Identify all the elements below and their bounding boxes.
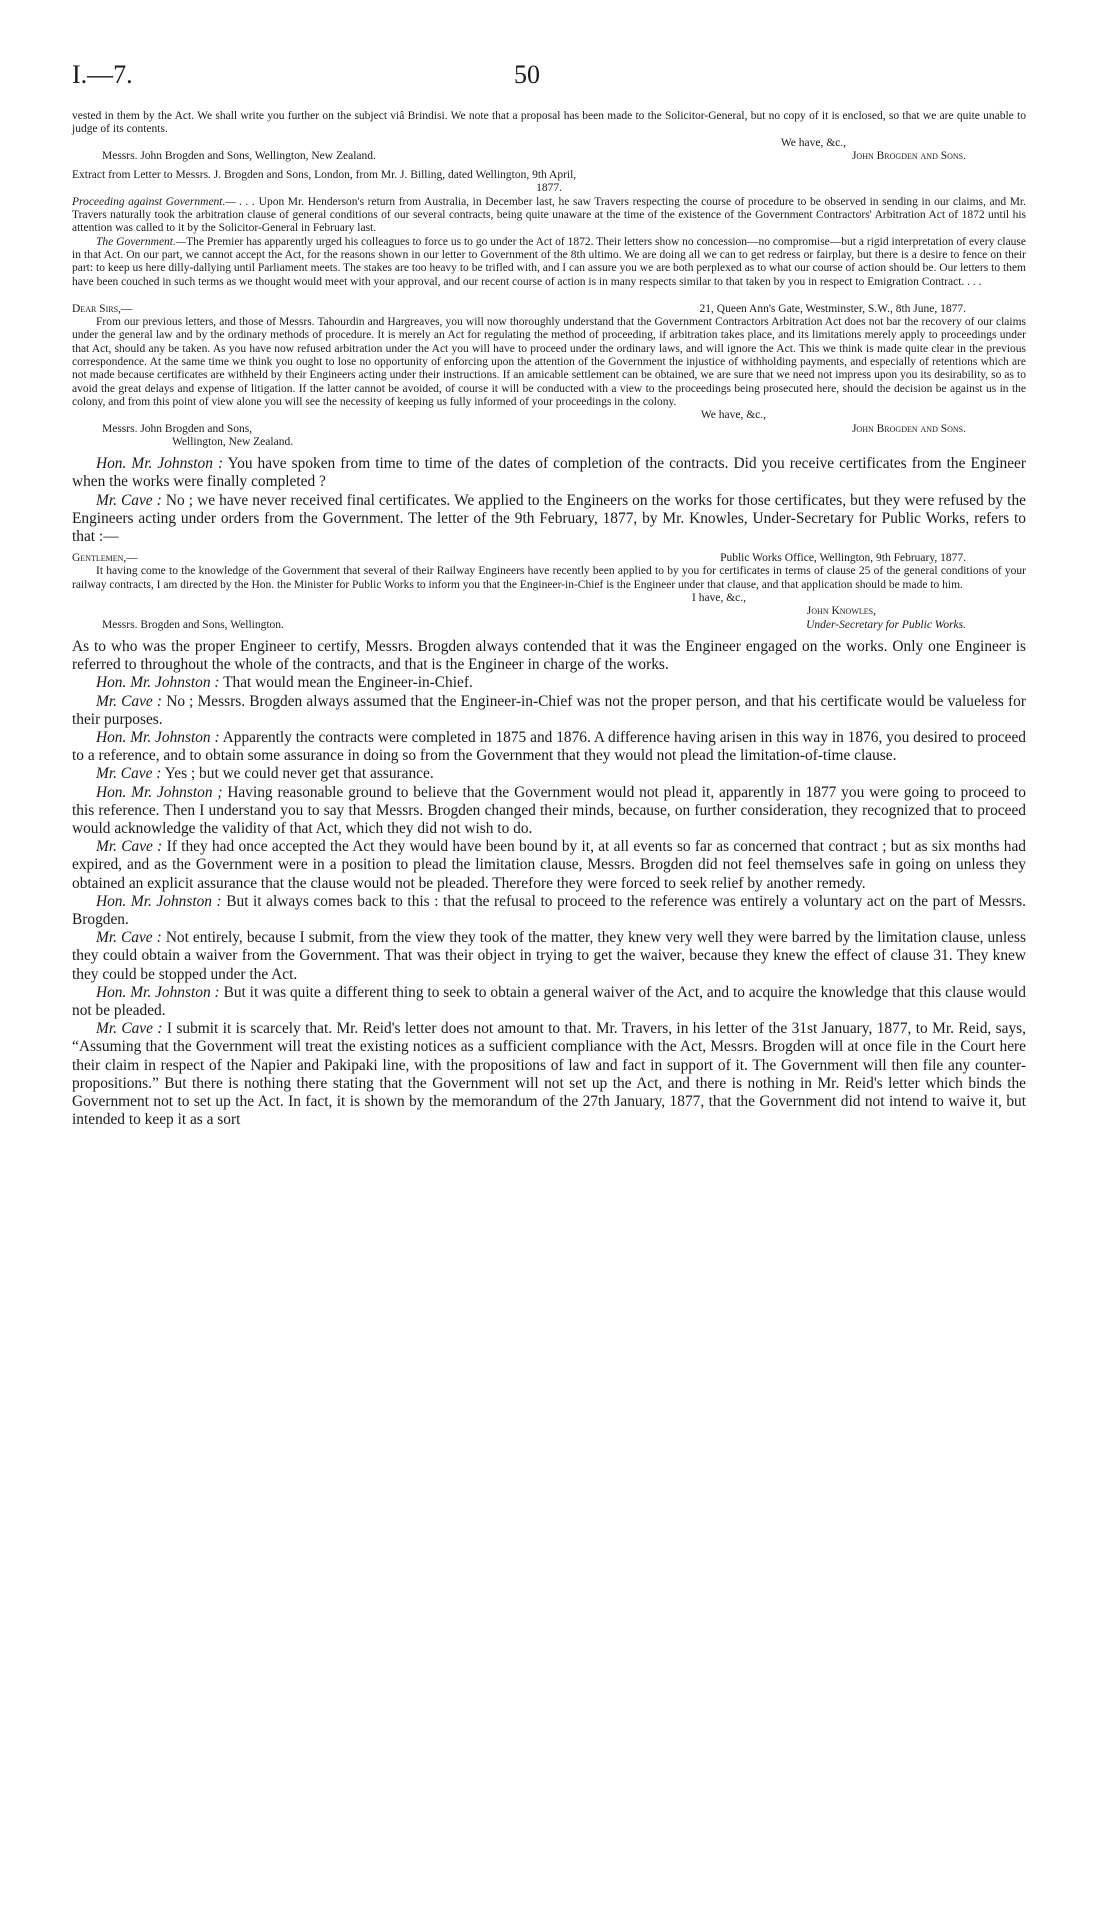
letter-closing: We have, &c.,: [700, 409, 766, 422]
letter-salutation: Dear Sirs,—: [72, 302, 133, 315]
letter-salutation: Gentlemen,—: [72, 552, 138, 565]
letter-signature: John Brogden and Sons.: [851, 149, 966, 162]
extract-lead-government: The Government.—: [96, 235, 187, 248]
letter-address: Public Works Office, Wellington, 9th February, 1877.: [720, 552, 966, 565]
letter-body: It having come to the knowledge of the Government that several of their Railway Engineers have recently been applied to by you for certificates in terms of clause 25 of the general conditions of your railway contracts, I am directed by the Hon. the Minister for Public Works to inform you that the Engineer-in-Chief is the Engineer under that clause, and that application should be made to him.: [72, 565, 1026, 591]
evidence-exchange: [72, 455, 1026, 546]
speech-text: You have spoken from time to time of the dates of completion of the contracts. Did you receive certificates from the Engineer when the works were finally completed ?: [72, 455, 1027, 491]
letter-addressee: Messrs. John Brogden and Sons,: [102, 422, 253, 435]
speaker-name: Hon. Mr. Johnston :: [96, 728, 220, 746]
evidence-continued: [72, 638, 1026, 1129]
letter-closing: We have, &c.,: [780, 136, 846, 149]
speaker-name: Hon. Mr. Johnston ;: [96, 783, 223, 801]
speaker-name: Hon. Mr. Johnston :: [96, 983, 220, 1001]
letter-closing: I have, &c.,: [692, 592, 746, 605]
speaker-name: Mr. Cave :: [96, 1020, 163, 1038]
letter-addressee: Messrs. John Brogden and Sons, Wellington, New Zealand.: [102, 149, 376, 162]
letter-addressee: Messrs. Brogden and Sons, Wellington.: [102, 618, 284, 631]
speech-text: No ; we have never received final certificates. We applied to the Engineers on the works for those certificates, but they were refused by the Engineers acting under orders from the Government. The letter of the 9th February, 1877, by Mr. Knowles, Under-Secretary for Public Works, refers to that :—: [72, 491, 1026, 545]
letter-address: 21, Queen Ann's Gate, Westminster, S.W., 8th June, 1877.: [699, 302, 966, 315]
letter-signature: John Knowles,: [806, 605, 876, 618]
extract-billing: [72, 169, 1026, 289]
speech-text: I submit it is scarcely that. Mr. Reid's letter does not amount to that. Mr. Travers, in his letter of the 31st January, 1877, to Mr. Reid, says, “Assuming that the Government will treat the existing notices as a sufficient compliance with the Act, Messrs. Brogden will at once file in the Court here their claim in respect of the Napier and Pakipaki line, with the propositions of law and fact in support of it. The Government will then file any counter-propositions.” But there is nothing there stating that the Government will not set up the Act, and there is nothing in Mr. Reid's letter which binds the Government not to set up the Act. In fact, it is shown by the memorandum of the 27th January, 1877, that the Government did not intend to waive it, but intended to keep it as a sort: [72, 1020, 1026, 1129]
speech-text: Yes ; but we could never get that assurance.: [164, 765, 434, 783]
extract-year: 1877.: [536, 182, 562, 195]
extract-paragraph: The Premier has apparently urged his colleagues to force us to go under the Act of 1872. Their letters show no concession—no compromise—but a rigid interpretation of every clause in that Act. On our part, we cannot accept the Act, for the reasons shown in our letter to Government of the 8th ultimo. We are doing all we can to get redress or fairplay, but there is a desire to fence on their part: to keep us here dilly-dallying until Parliament meets. The stakes are too heavy to be trifled with, and I can assure you we are both perplexed as to what our course of action should be. Our letters to them have been couched in such terms as we thought would meet with your approval, and our recent course of action is in many respects similar to that taken by you in respect to Emigration Contract. . . .: [72, 235, 1026, 288]
extract-paragraph: Upon Mr. Henderson's return from Australia, in December last, he saw Travers respecting the course of procedure to be observed in sending in our claims, and Mr. Travers naturally took the arbitration clause of general conditions of our several contracts, being quite unaware at the time of the existence of the Government Contractors' Arbitration Act of 1872 until his attention was called to it by the Solicitor-General in February last.: [72, 195, 1026, 235]
speech-text: But it was quite a different thing to seek to obtain a general waiver of the Act, and to acquire the knowledge that this clause would not be pleaded.: [72, 983, 1026, 1019]
speaker-name: Mr. Cave :: [96, 692, 163, 710]
extract-lead-proceeding: Proceeding against Government.— . . .: [72, 195, 256, 208]
document-page: [72, 60, 1026, 1129]
speaker-name: Mr. Cave :: [96, 838, 163, 856]
speaker-name: Mr. Cave :: [96, 929, 162, 947]
letter-signatory-title: Under-Secretary for Public Works.: [806, 618, 966, 631]
speech-text: If they had once accepted the Act they would have been bound by it, at all events so far as concerned that contract ; but as six months had expired, and as the Government were in a position to plead the limitation clause, Messrs. Brogden did not feel themselves safe in going on unless they obtained an explicit assurance that the clause would not be pleaded. Therefore they were forced to seek relief by another remedy.: [72, 838, 1026, 892]
speaker-name: Hon. Mr. Johnston :: [96, 455, 224, 473]
speech-text: But it always comes back to this : that the refusal to proceed to the reference was entirely a voluntary act on the part of Messrs. Brogden.: [72, 892, 1026, 928]
paragraph: As to who was the proper Engineer to certify, Messrs. Brogden always contended that it was the Engineer engaged on the works. Only one Engineer is referred to throughout the whole of the contracts, and that is the Engineer in charge of the works.: [72, 637, 1026, 674]
page-header: [72, 60, 1026, 110]
speech-text: Having reasonable ground to believe that the Government would not plead it, apparently in 1877 you were going to proceed to this reference. Then I understand you to say that Messrs. Brogden changed their minds, because, on further consideration, they recognized that to proceed would acknowledge the validity of that Act, which they did not wish to do.: [72, 783, 1026, 837]
letter-body: vested in them by the Act. We shall write you further on the subject viâ Brindisi. We note that a proposal has been made to the Solicitor-General, but no copy of it is enclosed, so that we are quite unable to judge of its contents.: [72, 110, 1026, 136]
speech-text: No ; Messrs. Brogden always assumed that the Engineer-in-Chief was not the proper person, and that his certificate would be valueless for their purposes.: [72, 692, 1026, 728]
speaker-name: Hon. Mr. Johnston :: [96, 674, 220, 692]
letter-brogden-ending: [72, 110, 1026, 163]
speech-text: Apparently the contracts were completed in 1875 and 1876. A difference having arisen in this way in 1876, you desired to proceed to a reference, and to obtain some assurance in doing so from the Government that they would not plead the limitation-of-time clause.: [72, 728, 1026, 765]
extract-heading: Extract from Letter to Messrs. J. Brogden and Sons, London, from Mr. J. Billing, dated Wellington, 9th April,: [72, 169, 577, 182]
paper-reference: I.—7.: [72, 60, 133, 89]
letter-body: From our previous letters, and those of Messrs. Tahourdin and Hargreaves, you will now thoroughly understand that the Government Contractors Arbitration Act does not bar the recovery of our claims under the general law and by the ordinary methods of procedure. It is merely an Act for regulating the method of proceeding, if arbitration takes place, and its limitations merely apply to proceedings under that Act, should any be taken. As you have now refused arbitration under the Act you will have to proceed under the ordinary laws, and will ignore the Act. This we think is made quite clear in the previous correspondence. At the same time we think you ought to lose no opportunity of enforcing upon the attention of the Government the injustice of withholding payments, and especially of retentions which are not made because certificates are withheld by their Engineers acting under their instructions. If an amicable settlement can be obtained, we are sure that we need not impress upon you its desirability, so as to avoid the great delays and expense of litigation. If the latter cannot be avoided, of course it will be conducted with a view to the proceedings being prosecuted here, should the decision be against us in the colony, and from this point of view alone you will see the necessity of keeping us fully informed of your proceedings in the colony.: [72, 316, 1026, 408]
speech-text: That would mean the Engineer-in-Chief.: [223, 674, 473, 692]
letter-signature: John Brogden and Sons.: [851, 422, 966, 435]
speech-text: Not entirely, because I submit, from the view they took of the matter, they knew very well they were barred by the limitation clause, unless they could obtain a waiver from the Government. That was their object in trying to get the waiver, because they knew the effect of clause 31. They knew they could be stopped under the Act.: [72, 929, 1026, 983]
letter-addressee-line2: Wellington, New Zealand.: [172, 435, 294, 448]
letter-queen-anns-gate: [72, 303, 1026, 449]
speaker-name: Mr. Cave :: [96, 491, 162, 509]
letter-public-works: [72, 552, 1026, 632]
page-number: 50: [514, 60, 540, 89]
speaker-name: Mr. Cave :: [96, 765, 162, 783]
speaker-name: Hon. Mr. Johnston :: [96, 892, 222, 910]
